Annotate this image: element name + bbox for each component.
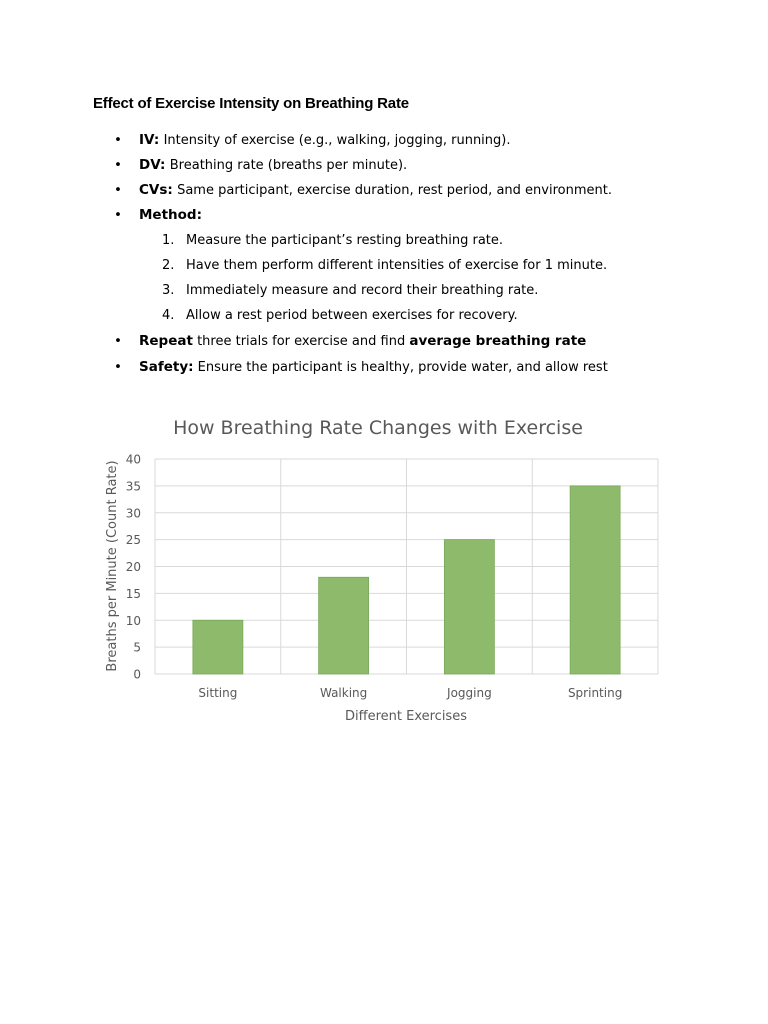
bullet-text: Same participant, exercise duration, rest period, and environment.	[177, 183, 612, 198]
bar-jogging	[444, 540, 494, 674]
y-tick-label: 40	[125, 452, 141, 467]
x-tick-label: Sprinting	[567, 686, 623, 700]
bullet-glyph: •	[114, 207, 122, 223]
x-axis-ticks	[198, 686, 622, 700]
bullet-label: DV:	[139, 157, 166, 173]
x-tick-label: Jogging	[447, 686, 492, 700]
chart-title: How Breathing Rate Changes with Exercise	[173, 417, 583, 439]
step-number: 4.	[162, 308, 175, 323]
step-text: Immediately measure and record their breathing rate.	[186, 283, 539, 298]
step-number: 1.	[162, 233, 175, 248]
bullet-text: Breathing rate (breaths per minute).	[169, 158, 408, 173]
y-tick-label: 30	[125, 506, 141, 521]
y-axis-ticks	[126, 453, 141, 682]
bullet-glyph: •	[114, 333, 122, 349]
bullet-label: IV:	[139, 132, 160, 148]
x-tick-label: Walking	[319, 686, 368, 700]
chart-bars	[193, 486, 620, 674]
bullet-label: Repeat	[139, 333, 193, 349]
bar-sprinting	[570, 486, 620, 674]
y-tick-label: 25	[125, 533, 141, 548]
step-text: Allow a rest period between exercises for recovery.	[186, 308, 518, 323]
page-title: Effect of Exercise Intensity on Breathing Rate	[93, 95, 409, 112]
bar-sitting	[193, 620, 243, 674]
bullet-glyph: •	[114, 132, 122, 148]
step-text: Have them perform different intensities of exercise for 1 minute.	[186, 258, 608, 273]
y-tick-label: 10	[125, 613, 141, 628]
bullet-label: Method:	[139, 207, 202, 223]
step-number: 3.	[162, 283, 175, 298]
y-tick-label: 5	[133, 640, 141, 655]
bullet-glyph: •	[114, 157, 122, 173]
bullet-glyph: •	[114, 359, 122, 375]
step-text: Measure the participant’s resting breathing rate.	[186, 233, 504, 248]
chart-grid	[155, 459, 658, 674]
y-tick-label: 20	[125, 560, 141, 574]
bullet-emphasis: average breathing rate	[409, 333, 587, 349]
y-axis-label: Breaths per Minute (Count Rate)	[105, 460, 120, 672]
bullet-text: three trials for exercise and find	[192, 334, 410, 349]
bullet-text: Intensity of exercise (e.g., walking, jogging, running).	[163, 133, 511, 148]
y-tick-label: 0	[133, 667, 141, 682]
y-tick-label: 15	[125, 586, 141, 601]
bullet-label: CVs:	[139, 182, 173, 198]
x-tick-label: Sitting	[198, 686, 238, 700]
x-axis-label: Different Exercises	[345, 709, 467, 724]
bullet-glyph: •	[114, 182, 122, 198]
bullet-text: Ensure the participant is healthy, provide water, and allow rest	[193, 360, 608, 375]
bar-walking	[319, 577, 369, 674]
step-number: 2.	[162, 258, 175, 273]
bullet-label: Safety:	[139, 359, 194, 375]
y-tick-label: 35	[125, 479, 141, 494]
